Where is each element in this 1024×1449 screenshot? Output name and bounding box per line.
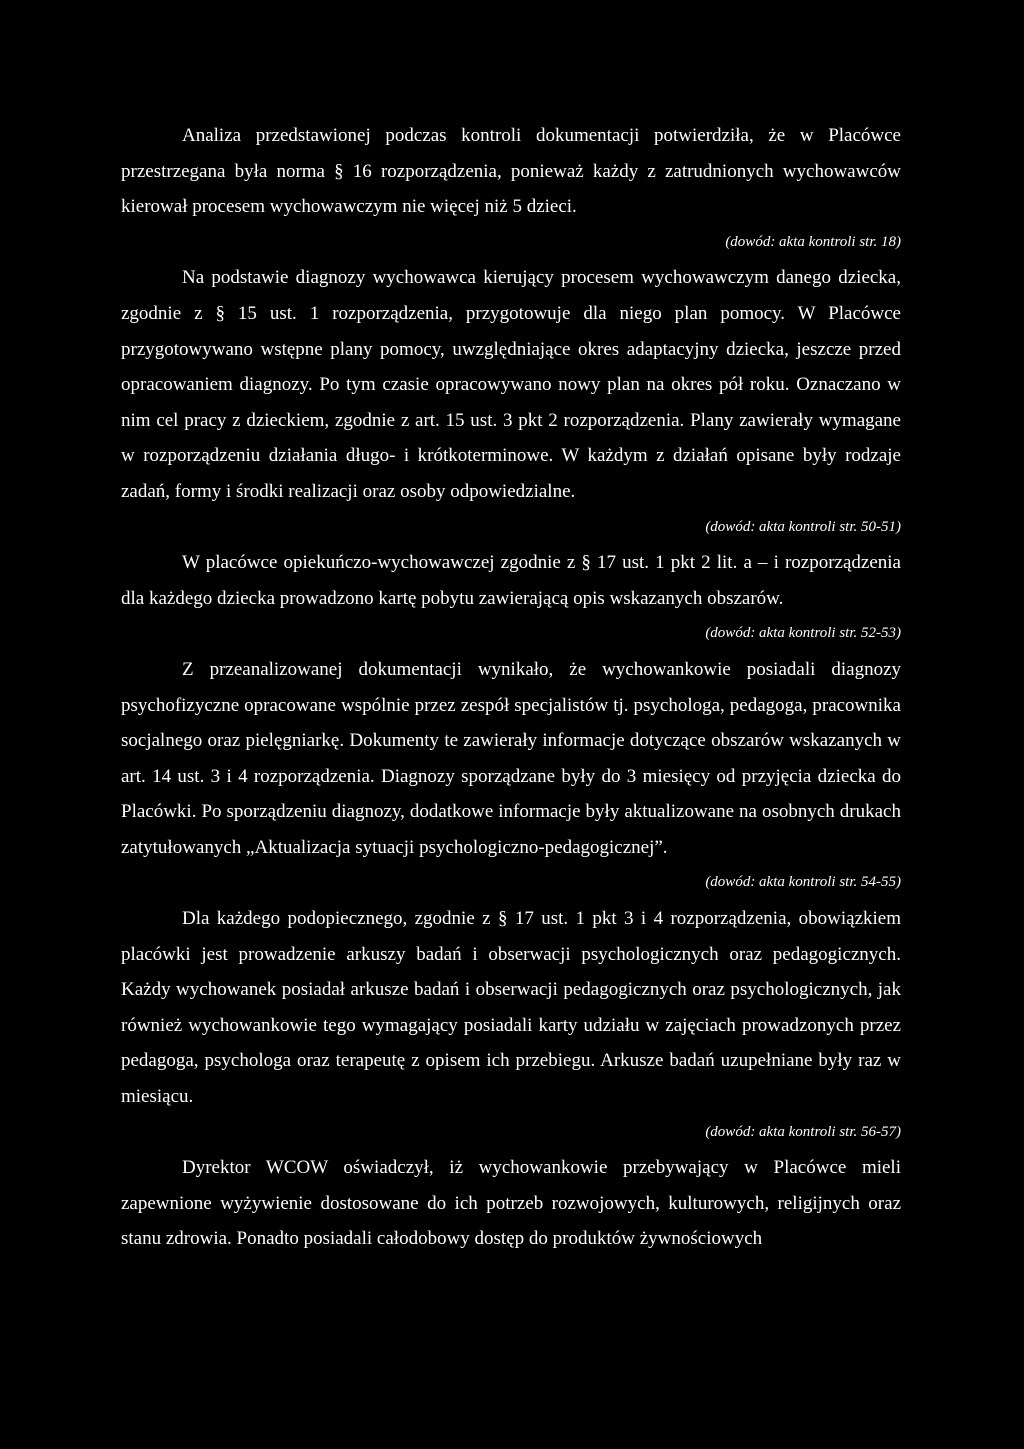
paragraph-nutrition: Dyrektor WCOW oświadczył, iż wychowankowie przebywający w Placówce mieli zapewnione wyżywienie dostosowane do ich potrzeb rozwojowych, kulturowych, religijnych oraz stanu zdrowia. Ponadto posiadali całodobowy dostęp do produktów żywnościowych xyxy=(121,1157,901,1250)
paragraph-observation-sheets: Dla każdego podopiecznego, zgodnie z § 17 ust. 1 pkt 3 i 4 rozporządzenia, obowiązkiem placówki jest prowadzenie arkuszy badań i obserwacji psychologicznych oraz pedagogicznych. Każdy wychowanek posiadał arkusze badań i obserwacji pedagogicznych oraz psychologicznych, jak również wychowankowie tego wymagający posiadali karty udziału w zajęciach prowadzonych przez pedagoga, psychologa oraz terapeutę z opisem ich przebiegu. Arkusze badań uzupełniane były raz w miesiącu. xyxy=(121,908,901,1108)
evidence-reference: (dowód: akta kontroli str. 18) xyxy=(725,233,901,250)
paragraph-diagnoses: Z przeanalizowanej dokumentacji wynikało, że wychowankowie posiadali diagnozy psychofizyczne opracowane wspólnie przez zespół specjalistów tj. psychologa, pedagoga, pracownika socjalnego oraz pielęgniarkę. Dokumenty te zawierały informacje dotyczące obszarów wskazanych w art. 14 ust. 3 i 4 rozporządzenia. Diagnozy sporządzane były do 3 miesięcy od przyjęcia dziecka do Placówki. Po sporządzeniu diagnozy, dodatkowe informacje były aktualizowane na osobnych drukach zatytułowanych „Aktualizacja sytuacji psychologiczno-pedagogicznej”. xyxy=(121,658,901,858)
paragraph-stay-card: W placówce opiekuńczo-wychowawczej zgodnie z § 17 ust. 1 pkt 2 lit. a – i rozporządzenia dla każdego dziecka prowadzono kartę pobytu zawierającą opis wskazanych obszarów. xyxy=(121,552,901,609)
paragraph-staff-ratio: Analiza przedstawionej podczas kontroli dokumentacji potwierdziła, że w Placówce przestrzegana była norma § 16 rozporządzenia, ponieważ każdy z zatrudnionych wychowawców kierował procesem wychowawczym nie więcej niż 5 dzieci. xyxy=(121,125,901,218)
document-page xyxy=(121,118,901,1257)
paragraph-help-plan: Na podstawie diagnozy wychowawca kierujący procesem wychowawczym danego dziecka, zgodnie z § 15 ust. 1 rozporządzenia, przygotowuje dla niego plan pomocy. W Placówce przygotowywano wstępne plany pomocy, uwzględniające okres adaptacyjny dziecka, jeszcze przed opracowaniem diagnozy. Po tym czasie opracowywano nowy plan na okres pół roku. Oznaczano w nim cel pracy z dzieckiem, zgodnie z art. 15 ust. 3 pkt 2 rozporządzenia. Plany zawierały wymagane w rozporządzeniu działania długo- i krótkoterminowe. W każdym z działań opisane były rodzaje zadań, formy i środki realizacji oraz osoby odpowiedzialne. xyxy=(121,267,901,502)
evidence-reference: (dowód: akta kontroli str. 54-55) xyxy=(705,874,901,891)
evidence-reference: (dowód: akta kontroli str. 50-51) xyxy=(705,518,901,535)
evidence-reference: (dowód: akta kontroli str. 52-53) xyxy=(705,625,901,642)
evidence-reference: (dowód: akta kontroli str. 56-57) xyxy=(705,1123,901,1140)
